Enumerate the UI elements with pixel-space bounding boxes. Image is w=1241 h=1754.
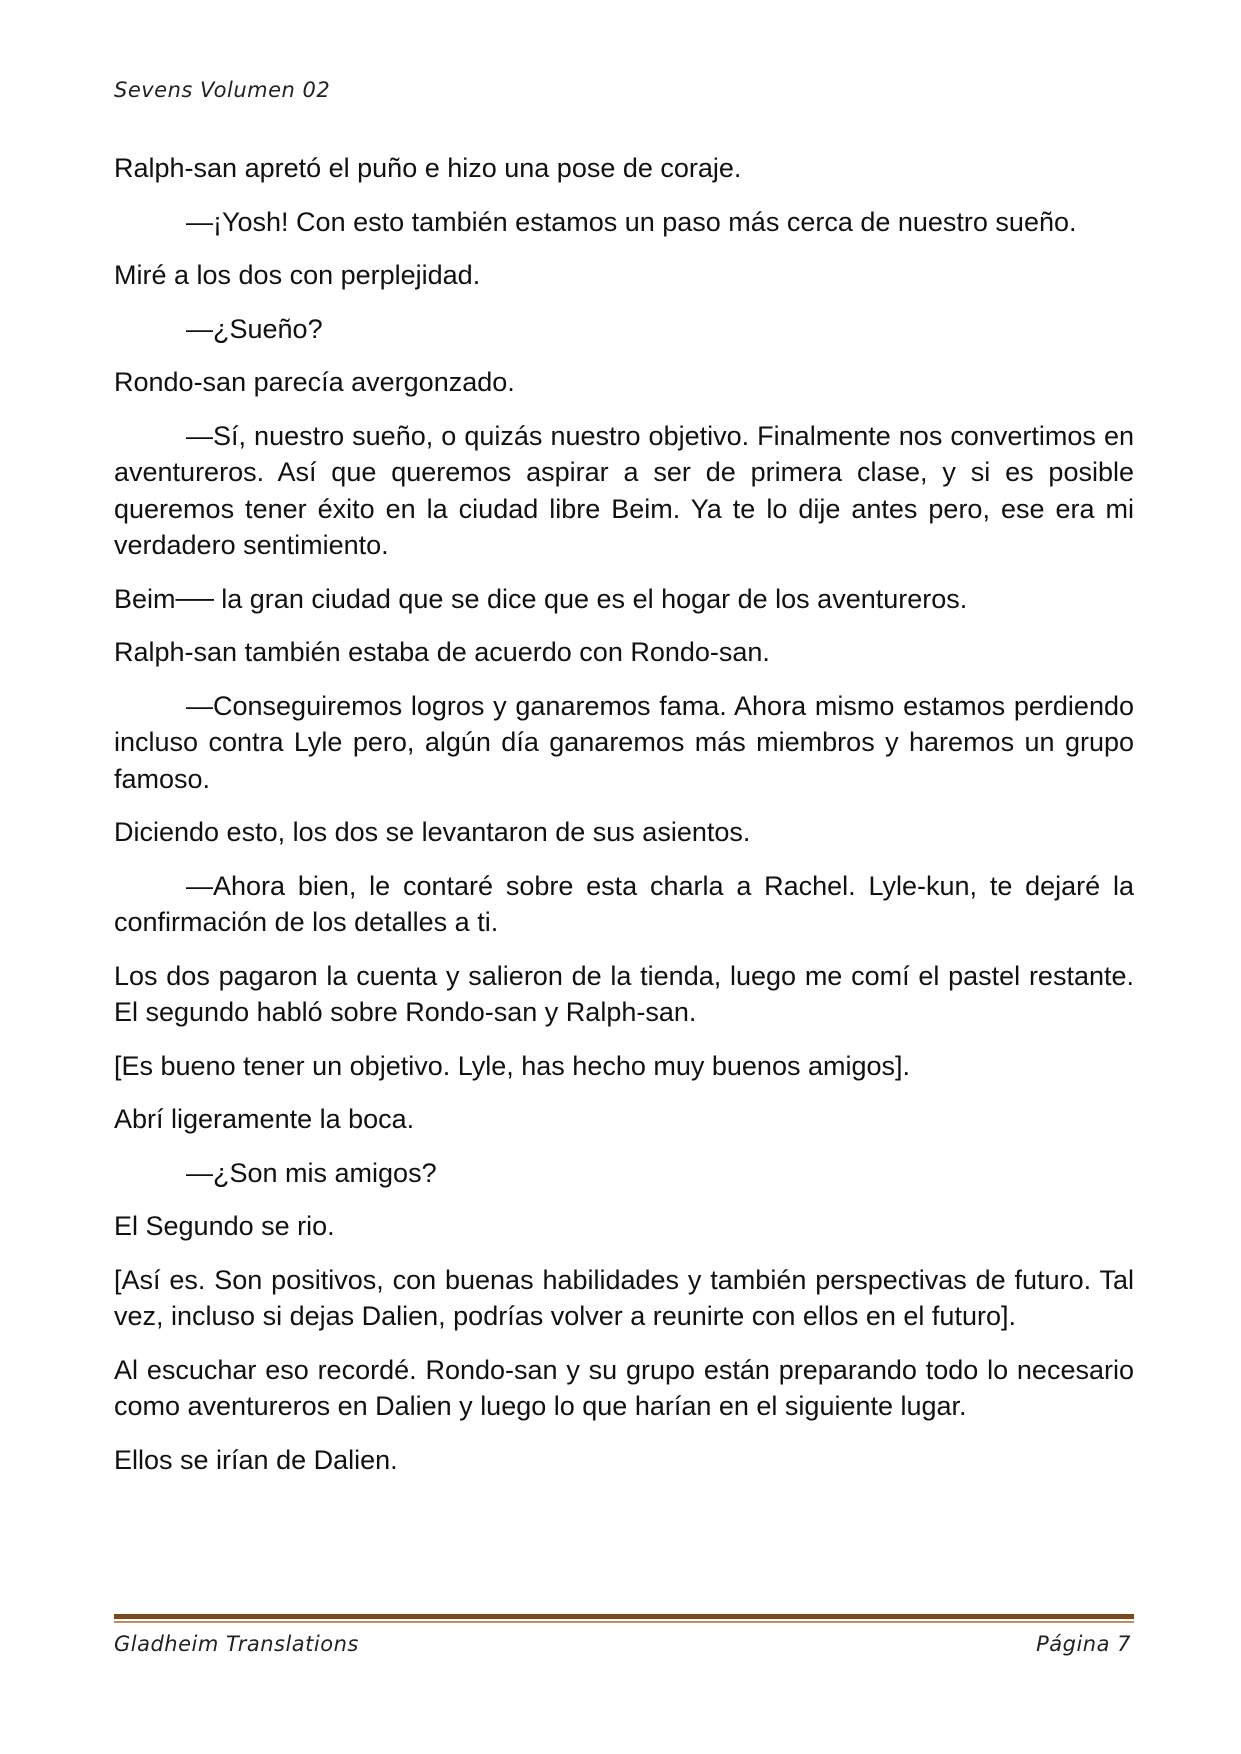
dialogue-paragraph: —¿Son mis amigos? [186, 1157, 437, 1188]
page-header-title: Sevens Volumen 02 [114, 78, 331, 102]
dialogue-paragraph: —Conseguiremos logros y ganaremos fama. Ahora mismo estamos perdiendo incluso contra Lyle pero, algún día ganaremos más miembros y haremos un grupo famoso. [114, 690, 1134, 794]
dialogue-paragraph: —¡Yosh! Con esto también estamos un paso más cerca de nuestro sueño. [186, 206, 1077, 237]
paragraph: El Segundo se rio. [114, 1211, 335, 1241]
footer-divider-thin [114, 1621, 1134, 1623]
footer-page-number: Página 7 [1036, 1632, 1131, 1656]
paragraph: Abrí ligeramente la boca. [114, 1104, 415, 1134]
dialogue-paragraph: —Ahora bien, le contaré sobre esta charla a Rachel. Lyle-kun, te dejaré la confirmación de los detalles a ti. [114, 870, 1134, 937]
paragraph: Rondo-san parecía avergonzado. [114, 367, 515, 397]
footer-divider [114, 1614, 1134, 1619]
page-body [114, 150, 1134, 1495]
paragraph: Los dos pagaron la cuenta y salieron de la tienda, luego me comí el pastel restante. El segundo habló sobre Rondo-san y Ralph-san. [114, 960, 1134, 1027]
dialogue-paragraph: —¿Sueño? [186, 313, 323, 344]
dialogue-paragraph: —Sí, nuestro sueño, o quizás nuestro objetivo. Finalmente nos convertimos en aventureros. Así que queremos aspirar a ser de primera clase, y si es posible queremos tener éxito en la ciudad libre Beim. Ya te lo dije antes pero, ese era mi verdadero sentimiento. [114, 420, 1134, 560]
paragraph: Ralph-san también estaba de acuerdo con Rondo-san. [114, 637, 770, 667]
paragraph: Beim── la gran ciudad que se dice que es el hogar de los aventureros. [114, 583, 968, 614]
footer-translator: Gladheim Translations [114, 1632, 359, 1656]
paragraph: [Así es. Son positivos, con buenas habilidades y también perspectivas de futuro. Tal vez, incluso si dejas Dalien, podrías volver a reunirte con ellos en el futuro]. [114, 1264, 1134, 1331]
paragraph: Al escuchar eso recordé. Rondo-san y su grupo están preparando todo lo necesario como aventureros en Dalien y luego lo que harían en el siguiente lugar. [114, 1354, 1134, 1421]
paragraph: Ralph-san apretó el puño e hizo una pose de coraje. [114, 153, 742, 183]
paragraph: [Es bueno tener un objetivo. Lyle, has hecho muy buenos amigos]. [114, 1050, 910, 1081]
paragraph: Diciendo esto, los dos se levantaron de sus asientos. [114, 817, 751, 847]
paragraph: Ellos se irían de Dalien. [114, 1444, 398, 1475]
paragraph: Miré a los dos con perplejidad. [114, 260, 481, 290]
